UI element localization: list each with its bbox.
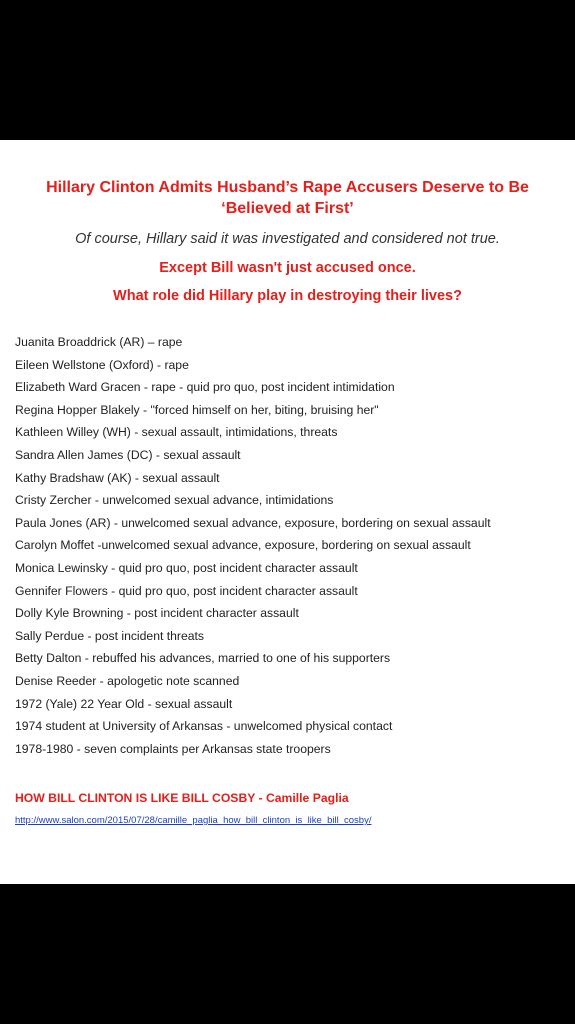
top-black-bar bbox=[0, 0, 575, 140]
list-item: Kathleen Willey (WH) - sexual assault, intimidations, threats bbox=[15, 425, 338, 440]
list-item: Betty Dalton - rebuffed his advances, married to one of his supporters bbox=[15, 651, 391, 666]
list-item: Denise Reeder - apologetic note scanned bbox=[15, 673, 240, 688]
list-item: Carolyn Moffet -unwelcomed sexual advance, exposure, bordering on sexual assault bbox=[15, 538, 471, 553]
accuser-list bbox=[15, 334, 565, 763]
list-item: Sally Perdue - post incident threats bbox=[15, 628, 205, 643]
list-item: Dolly Kyle Browning - post incident character assault bbox=[15, 606, 299, 621]
subtitle: Of course, Hillary said it was investigated and considered not true. bbox=[75, 231, 500, 247]
list-item: Eileen Wellstone (Oxford) - rape bbox=[15, 357, 189, 372]
headline-line-1: Hillary Clinton Admits Husband’s Rape Accusers Deserve to Be bbox=[46, 179, 529, 196]
list-item: 1978-1980 - seven complaints per Arkansas state troopers bbox=[15, 741, 331, 756]
list-item: Regina Hopper Blakely - "forced himself on her, biting, bruising her" bbox=[15, 402, 379, 417]
list-item: Cristy Zercher - unwelcomed sexual advance, intimidations bbox=[15, 493, 334, 508]
list-item: 1974 student at University of Arkansas - unwelcomed physical contact bbox=[15, 719, 393, 734]
source-link[interactable]: http://www.salon.com/2015/07/28/camille_paglia_how_bill_clinton_is_like_bill_cosby/ bbox=[15, 815, 372, 826]
list-item: Gennifer Flowers - quid pro quo, post incident character assault bbox=[15, 583, 358, 598]
list-item: Sandra Allen James (DC) - sexual assault bbox=[15, 447, 241, 462]
list-item: Juanita Broaddrick (AR) – rape bbox=[15, 335, 183, 349]
list-item: 1972 (Yale) 22 Year Old - sexual assault bbox=[15, 696, 233, 711]
source-title: HOW BILL CLINTON IS LIKE BILL COSBY - Camille Paglia bbox=[15, 791, 349, 805]
bottom-black-bar bbox=[0, 884, 575, 1024]
headline-line-2: ‘Believed at First’ bbox=[221, 200, 354, 217]
emphasis-line-2: What role did Hillary play in destroying their lives? bbox=[113, 288, 462, 304]
list-item: Elizabeth Ward Gracen - rape - quid pro quo, post incident intimidation bbox=[15, 380, 395, 395]
emphasis-line-1: Except Bill wasn't just accused once. bbox=[159, 260, 416, 276]
list-item: Kathy Bradshaw (AK) - sexual assault bbox=[15, 470, 220, 485]
headline bbox=[20, 177, 555, 219]
list-item: Paula Jones (AR) - unwelcomed sexual advance, exposure, bordering on sexual assault bbox=[15, 515, 491, 530]
list-item: Monica Lewinsky - quid pro quo, post incident character assault bbox=[15, 560, 358, 575]
document-page bbox=[0, 140, 575, 884]
